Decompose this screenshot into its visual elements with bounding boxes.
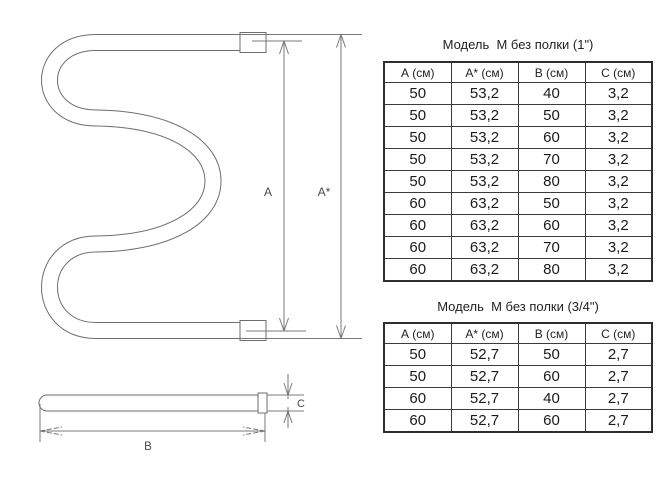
table-cell: 50 [384, 105, 451, 127]
extension-lines [240, 35, 362, 339]
table-cell: 3,2 [585, 215, 652, 237]
header-row [384, 323, 652, 344]
table-row [384, 344, 652, 366]
table-cell: 50 [384, 366, 451, 388]
table-cell: 60 [518, 410, 585, 433]
table-cell: 3,2 [585, 105, 652, 127]
dimension-label-c: С [297, 398, 305, 410]
column-header: С (см) [585, 323, 652, 344]
table-cell: 3,2 [585, 83, 652, 105]
table-cell: 53,2 [451, 83, 518, 105]
side-view-bar [39, 395, 267, 411]
table1-title: Модель М без полки (1") [442, 37, 594, 52]
dimension-label-b: В [144, 441, 152, 453]
dimension-label-a-star: А* [317, 185, 331, 199]
table-cell: 2,7 [585, 388, 652, 410]
header-row [384, 62, 652, 83]
table-cell: 53,2 [451, 105, 518, 127]
table-cell: 52,7 [451, 344, 518, 366]
table-row [384, 127, 652, 149]
table-cell: 63,2 [451, 193, 518, 215]
table-cell: 50 [384, 83, 451, 105]
table-cell: 52,7 [451, 410, 518, 433]
table-cell: 53,2 [451, 149, 518, 171]
table-cell: 40 [518, 388, 585, 410]
table-cell: 53,2 [451, 127, 518, 149]
table-row [384, 149, 652, 171]
dimension-line-a [280, 41, 289, 331]
table-cell: 3,2 [585, 259, 652, 282]
table-cell: 3,2 [585, 237, 652, 259]
table-cell: 60 [384, 410, 451, 433]
side-view [39, 374, 305, 453]
table-row [384, 215, 652, 237]
column-header: В (см) [518, 62, 585, 83]
table-cell: 60 [384, 193, 451, 215]
table-cell: 60 [384, 388, 451, 410]
front-view [50, 33, 363, 341]
table-cell: 50 [518, 193, 585, 215]
table-cell: 60 [518, 215, 585, 237]
table-row [384, 388, 652, 410]
side-view-fitting [258, 393, 267, 413]
dimension-label-a: А [263, 185, 273, 199]
table-cell: 52,7 [451, 388, 518, 410]
table-cell: 2,7 [585, 344, 652, 366]
table-row [384, 366, 652, 388]
table-cell: 3,2 [585, 127, 652, 149]
table2-container [383, 322, 653, 433]
table-cell: 2,7 [585, 410, 652, 433]
table-row [384, 171, 652, 193]
column-header: А (см) [384, 323, 451, 344]
table-cell: 60 [518, 127, 585, 149]
table-cell: 63,2 [451, 237, 518, 259]
table-row [384, 237, 652, 259]
column-header: А* (см) [451, 323, 518, 344]
table-row [384, 410, 652, 433]
table-cell: 50 [384, 149, 451, 171]
table-cell: 2,7 [585, 366, 652, 388]
table1-container [383, 61, 653, 282]
table-cell: 40 [518, 83, 585, 105]
table-cell: 53,2 [451, 171, 518, 193]
table2-title: Модель М без полки (3/4") [437, 299, 599, 314]
column-header: С (см) [585, 62, 652, 83]
table-cell: 50 [518, 344, 585, 366]
table-cell: 60 [384, 237, 451, 259]
table-cell: 63,2 [451, 215, 518, 237]
table-cell: 50 [384, 171, 451, 193]
dimension-line-b [40, 427, 265, 435]
table-cell: 3,2 [585, 149, 652, 171]
table-cell: 50 [518, 105, 585, 127]
table-cell: 60 [384, 259, 451, 282]
table-row [384, 83, 652, 105]
table-cell: 3,2 [585, 193, 652, 215]
dimension-table-2 [383, 322, 653, 433]
table-row [384, 105, 652, 127]
table-cell: 50 [384, 344, 451, 366]
towel-rail-tube-fill [50, 43, 267, 331]
table-cell: 80 [518, 171, 585, 193]
column-header: А* (см) [451, 62, 518, 83]
dimension-table-1 [383, 61, 653, 282]
table-cell: 70 [518, 149, 585, 171]
dimension-line-c [284, 374, 292, 428]
table-cell: 70 [518, 237, 585, 259]
table-cell: 3,2 [585, 171, 652, 193]
table-row [384, 193, 652, 215]
towel-rail-tube-outline [50, 43, 267, 331]
top-pipe-fitting [240, 33, 266, 53]
table-cell: 60 [384, 215, 451, 237]
table-cell: 80 [518, 259, 585, 282]
column-header: В (см) [518, 323, 585, 344]
table-cell: 50 [384, 127, 451, 149]
column-header: А (см) [384, 62, 451, 83]
table-row [384, 259, 652, 282]
dimension-line-a-star [337, 35, 346, 339]
table-cell: 52,7 [451, 366, 518, 388]
table-cell: 60 [518, 366, 585, 388]
table-cell: 63,2 [451, 259, 518, 282]
